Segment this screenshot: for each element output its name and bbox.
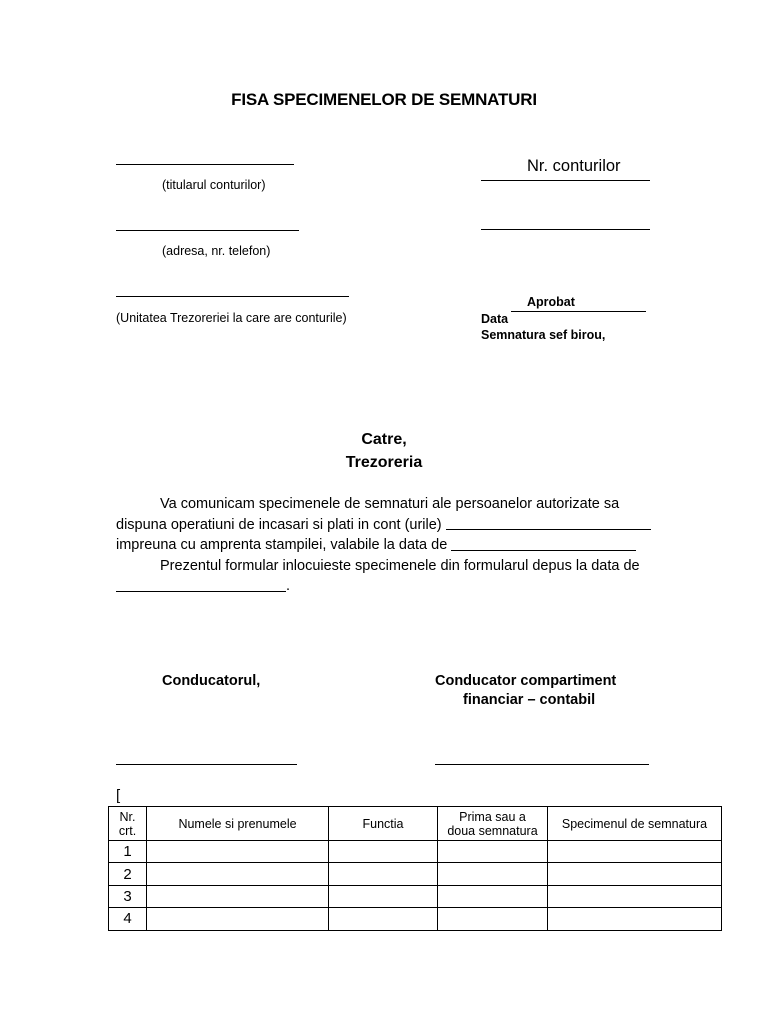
approval-date-label: Data — [481, 312, 509, 326]
manager-signature-label: Conducatorul, — [162, 673, 261, 689]
approval-date-blank-line[interactable] — [511, 311, 646, 312]
header-signature-order-line1: Prima sau a — [459, 809, 526, 824]
specimen-cell[interactable] — [548, 885, 722, 907]
header-specimen: Specimenul de semnatura — [548, 807, 722, 841]
document-title: FISA SPECIMENELOR DE SEMNATURI — [231, 90, 537, 109]
header-nr-line1: Nr. — [119, 809, 136, 824]
signature-order-cell[interactable] — [438, 863, 548, 885]
holder-blank-line[interactable] — [116, 164, 294, 165]
manager-signature-line[interactable] — [116, 764, 297, 765]
finance-signature-label-1: Conducator compartiment — [435, 673, 617, 689]
accounts-label: Nr. conturilor — [527, 157, 621, 175]
accounts-blank-line-1[interactable] — [481, 180, 650, 181]
approval-signature-label: Semnatura sef birou, — [481, 328, 606, 342]
signature-order-cell[interactable] — [438, 841, 548, 863]
specimen-table — [108, 806, 722, 931]
approved-label: Aprobat — [527, 295, 575, 309]
previous-date-blank[interactable] — [116, 576, 286, 592]
body-line-5-end: . — [286, 578, 291, 595]
signature-order-cell[interactable] — [438, 908, 548, 930]
address-label: (adresa, nr. telefon) — [162, 244, 271, 258]
treasury-blank-line[interactable] — [116, 296, 349, 297]
row-number: 1 — [109, 841, 147, 863]
row-number: 4 — [109, 908, 147, 930]
name-cell[interactable] — [147, 908, 329, 930]
table-row — [109, 863, 722, 885]
header-nr-line2: crt. — [118, 823, 137, 838]
name-cell[interactable] — [147, 841, 329, 863]
bracket-mark: [ — [116, 787, 121, 804]
addressee-trezoreria: Trezoreria — [345, 454, 423, 471]
specimen-cell[interactable] — [548, 908, 722, 930]
name-cell[interactable] — [147, 863, 329, 885]
valid-date-blank[interactable] — [451, 535, 636, 551]
addressee-catre: Catre, — [361, 431, 407, 448]
treasury-label: (Unitatea Trezoreriei la care are conturile) — [116, 311, 347, 325]
header-signature-order-line2: doua semnatura — [447, 823, 538, 838]
finance-signature-line[interactable] — [435, 764, 649, 765]
header-function: Functia — [329, 807, 438, 841]
name-cell[interactable] — [147, 885, 329, 907]
header-signature-order — [438, 807, 548, 841]
specimen-cell[interactable] — [548, 863, 722, 885]
signature-order-cell[interactable] — [438, 885, 548, 907]
finance-signature-label-2: financiar – contabil — [463, 692, 596, 708]
header-name: Numele si prenumele — [147, 807, 329, 841]
accounts-blank-line-2[interactable] — [481, 229, 650, 230]
table-row — [109, 841, 722, 863]
table-header-row — [109, 807, 722, 841]
body-line-5 — [116, 576, 651, 597]
function-cell[interactable] — [329, 885, 438, 907]
row-number: 3 — [109, 885, 147, 907]
holder-label: (titularul conturilor) — [162, 178, 266, 192]
body-line-2 — [116, 515, 651, 536]
body-line-1: Va comunicam specimenele de semnaturi ale persoanelor autorizate sa — [160, 496, 620, 512]
accounts-blank-inline[interactable] — [446, 515, 651, 531]
table-row — [109, 908, 722, 930]
function-cell[interactable] — [329, 908, 438, 930]
table-row — [109, 885, 722, 907]
function-cell[interactable] — [329, 863, 438, 885]
address-blank-line[interactable] — [116, 230, 299, 231]
body-line-3-text: impreuna cu amprenta stampilei, valabile la data de — [116, 537, 448, 554]
body-line-4: Prezentul formular inlocuieste specimenele din formularul depus la data de — [160, 557, 640, 574]
body-line-2-text: dispuna operatiuni de incasari si plati in cont (urile) — [116, 516, 442, 533]
body-text — [116, 494, 651, 597]
function-cell[interactable] — [329, 841, 438, 863]
header-nr — [109, 807, 147, 841]
row-number: 2 — [109, 863, 147, 885]
body-line-3 — [116, 535, 651, 556]
specimen-cell[interactable] — [548, 841, 722, 863]
